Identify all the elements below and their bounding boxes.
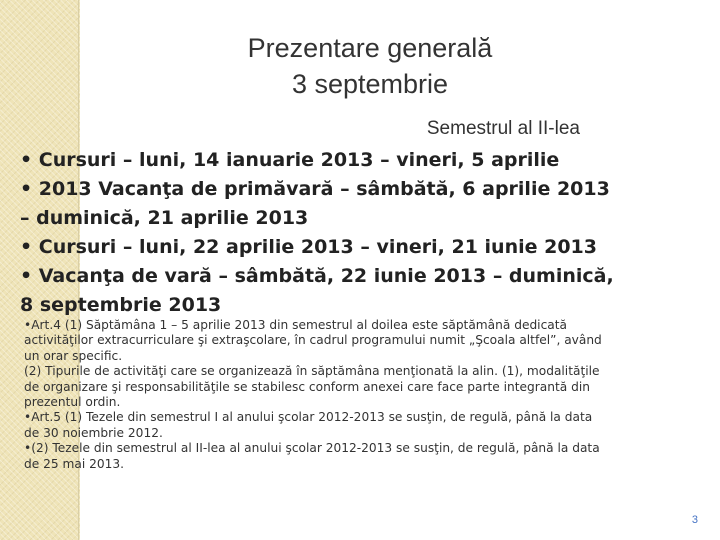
schedule-line: – duminică, 21 aprilie 2013 <box>20 207 309 229</box>
note-line: activităţilor extracurriculare şi extraşcolare, în cadrul programului numit „Şcoala altfel”, având <box>24 333 602 348</box>
legal-notes <box>24 318 696 472</box>
schedule-line: • Cursuri – luni, 14 ianuarie 2013 – vineri, 5 aprilie <box>20 149 560 171</box>
note-line: •Art.4 (1) Săptămâna 1 – 5 aprilie 2013 din semestrul al doilea este săptămână dedicată <box>24 318 567 332</box>
note-line: •Art.5 (1) Tezele din semestrul I al anului şcolar 2012-2013 se susţin, de regulă, până la data <box>24 410 593 425</box>
slide-page-number: 3 <box>691 514 698 526</box>
title-line-2: 3 septembrie <box>291 69 449 99</box>
note-line: (2) Tipurile de activităţi care se organizează în săptămâna menţionată la alin. (1), modalităţile <box>24 364 600 379</box>
note-line: prezentul ordin. <box>24 395 121 410</box>
schedule-line: • Cursuri – luni, 22 aprilie 2013 – vineri, 21 iunie 2013 <box>20 236 597 258</box>
note-line: de organizare şi responsabilităţile se stabilesc conform anexei care face parte integrantă din <box>24 379 590 394</box>
schedule-line: • Vacanţa de vară – sâmbătă, 22 iunie 2013 – duminică, <box>20 265 614 287</box>
note-line: un orar specific. <box>24 348 123 363</box>
note-line: de 30 noiembrie 2012. <box>24 425 163 440</box>
note-line: de 25 mai 2013. <box>24 456 124 471</box>
schedule-line: • 2013 Vacanţa de primăvară – sâmbătă, 6 aprilie 2013 <box>20 178 610 200</box>
slide-title <box>160 30 580 102</box>
schedule-line: 8 septembrie 2013 <box>20 294 222 316</box>
title-line-1: Prezentare generală <box>247 33 493 63</box>
note-line: •(2) Tezele din semestrul al II-lea al anului şcolar 2012-2013 se susţin, de regulă, până la data <box>24 441 600 456</box>
semester-subtitle: Semestrul al II-lea <box>426 118 580 139</box>
schedule-list <box>20 146 702 320</box>
